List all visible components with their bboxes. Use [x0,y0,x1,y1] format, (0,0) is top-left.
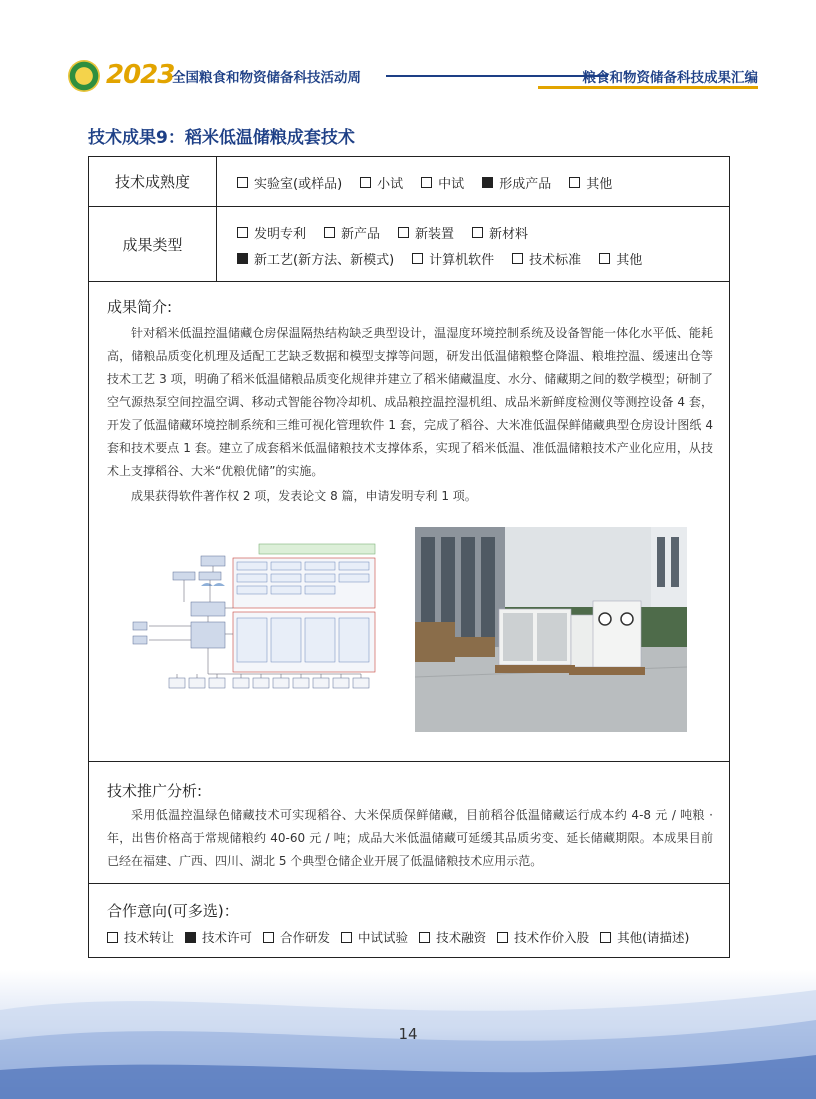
checkbox-icon [419,932,430,943]
cooperation-option-other[interactable]: 其他(请描述) [600,928,689,946]
grain-logo-icon [68,60,100,92]
checked-checkbox-icon [237,253,248,264]
cooperation-title: 合作意向(可多选)： [107,902,239,920]
intro-paragraph-2: 成果获得软件著作权 2 项，发表论文 8 篇，申请发明专利 1 项。 [131,489,477,503]
page-title: 技术成果9：稻米低温储粮成套技术 [88,128,355,148]
checkbox-icon [341,932,352,943]
checkbox-icon [237,177,248,188]
cooperation-option-equity[interactable]: 技术作价入股 [497,928,589,946]
intro-title: 成果简介: [107,298,173,316]
result-type-option-other[interactable]: 其他 [599,249,642,268]
maturity-row [89,157,729,207]
intro-section [89,282,729,762]
result-type-option-software[interactable]: 计算机软件 [412,249,494,268]
achievement-table [88,156,730,958]
promotion-section [89,762,729,884]
checkbox-icon [324,227,335,238]
page-number: 14 [398,1025,418,1043]
header-accent-rule [538,86,758,89]
checkbox-icon [569,177,580,188]
maturity-option-small-test[interactable]: 小试 [360,173,403,192]
result-type-option-new-product[interactable]: 新产品 [324,223,380,242]
maturity-option-product[interactable]: 形成产品 [482,173,551,192]
checkbox-icon [412,253,423,264]
page-header [68,58,758,94]
result-type-label: 成果类型 [89,207,217,281]
result-type-options-row1 [237,223,546,242]
checked-checkbox-icon [482,177,493,188]
intro-body [107,322,713,508]
checkbox-icon [237,227,248,238]
equipment-photo [415,527,687,732]
cooperation-option-transfer[interactable]: 技术转让 [107,928,174,946]
checkbox-icon [600,932,611,943]
cooperation-option-financing[interactable]: 技术融资 [419,928,486,946]
header-compendium-title: 粮食和物资储备科技成果汇编 [582,70,758,86]
cooperation-option-license[interactable]: 技术许可 [185,928,252,946]
result-type-row [89,207,729,282]
maturity-options [237,173,630,192]
checkbox-icon [472,227,483,238]
checkbox-icon [398,227,409,238]
checkbox-icon [421,177,432,188]
cooperation-option-pilot-test[interactable]: 中试试验 [341,928,408,946]
checkbox-icon [497,932,508,943]
header-divider [386,75,608,77]
checked-checkbox-icon [185,932,196,943]
result-type-option-standard[interactable]: 技术标准 [512,249,581,268]
checkbox-icon [263,932,274,943]
checkbox-icon [360,177,371,188]
result-type-option-new-device[interactable]: 新装置 [398,223,454,242]
result-type-option-new-process[interactable]: 新工艺(新方法、新模式) [237,249,394,268]
cooperation-option-joint-rd[interactable]: 合作研发 [263,928,330,946]
intro-paragraph-1: 针对稻米低温控温储藏仓房保温隔热结构缺乏典型设计，温湿度环境控制系统及设备智能一体化水平低、能耗高，储粮品质变化机理及适配工艺缺乏数据和模型支撑等问题，研发出低温储粮整仓降温、粮堆控温、缓速出仓等技术工艺 3 项，明确了稻米低温储粮品质变化规律并建立了稻米储藏温度、水分、储藏期之间的数学模型；研制了空气源热泵空间控温空调、移动式智能谷物冷却机、成品粮控温控湿机组、成品米新鲜度检测仪等测控设备 4 套，开发了低温储藏环境控制系统和三维可视化管理软件 1 套，完成了稻谷、大米准低温保鲜储藏典型仓房设计图纸 4 套和技术要点 1 套。建立了成套稻米低温储粮技术支撑体系，实现了稻米低温、准低温储粮技术产业化应用，从技术上支撑稻谷、大米“优粮优储”的实施。 [107,326,713,478]
promotion-title: 技术推广分析: [107,782,203,800]
promotion-paragraph: 采用低温控温绿色储藏技术可实现稻谷、大米保质保鲜储藏，目前稻谷低温储藏运行成本约 4-8 元 / 吨粮 · 年，出售价格高于常规储粮约 40-60 元 / 吨；成品大米低温储藏可延缓其品质劣变、延长储藏期限。本成果目前已经在福建、广西、四川、湖北 5 个典型仓储企业开展了低温储粮技术应用示范。 [107,808,713,868]
cooperation-section [89,884,729,959]
header-event-title: 全国粮食和物资储备科技活动周 [172,70,361,86]
checkbox-icon [599,253,610,264]
maturity-option-other[interactable]: 其他 [569,173,612,192]
promotion-body [107,804,713,873]
checkbox-icon [512,253,523,264]
system-architecture-diagram [129,542,379,692]
maturity-option-pilot[interactable]: 中试 [421,173,464,192]
header-year: 2023 [106,60,175,90]
maturity-option-lab[interactable]: 实验室(或样品) [237,173,342,192]
result-type-option-new-material[interactable]: 新材料 [472,223,528,242]
checkbox-icon [107,932,118,943]
result-type-options-row2 [237,249,660,268]
cooperation-options [107,928,689,946]
maturity-label: 技术成熟度 [89,157,217,206]
result-type-option-patent[interactable]: 发明专利 [237,223,306,242]
